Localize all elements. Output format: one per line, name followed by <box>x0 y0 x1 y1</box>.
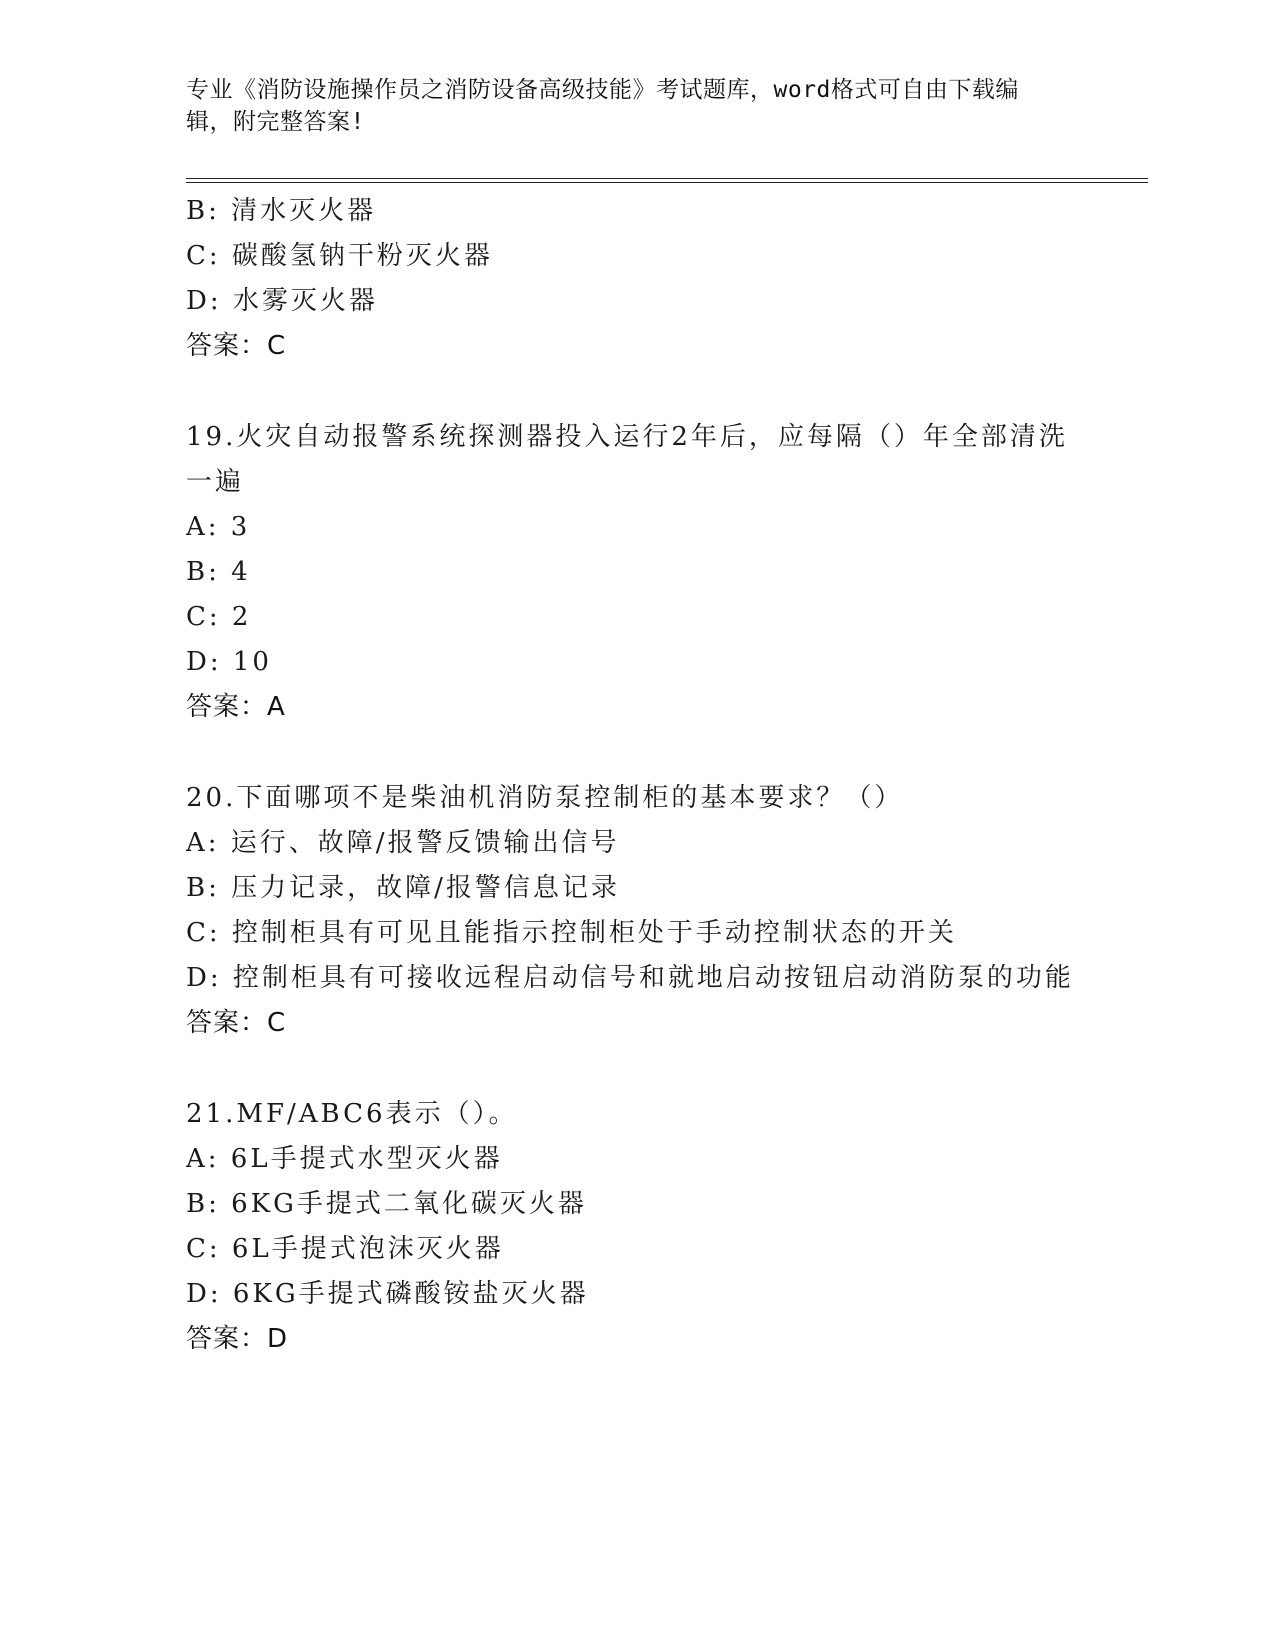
question-21 <box>186 1092 1148 1362</box>
header-line-2: 辑，附完整答案! <box>186 109 365 135</box>
header-divider-top <box>186 178 1148 179</box>
question-title: 21.MF/ABC6表示（）。 <box>186 1099 518 1129</box>
option-d: D: 水雾灭火器 <box>186 286 378 316</box>
question-title-continued: 一遍 <box>186 467 245 497</box>
question-continued <box>186 189 1148 369</box>
option-d: D: 控制柜具有可接收远程启动信号和就地启动按钮启动消防泵的功能 <box>186 963 1074 993</box>
answer-label: 答案：A <box>186 692 286 722</box>
option-a: A: 6L手提式水型灭火器 <box>186 1144 503 1174</box>
option-b: B: 6KG手提式二氧化碳灭火器 <box>186 1189 587 1219</box>
option-c: C: 控制柜具有可见且能指示控制柜处于手动控制状态的开关 <box>186 918 957 948</box>
question-title: 20.下面哪项不是柴油机消防泵控制柜的基本要求？（） <box>186 783 904 813</box>
option-d: D: 6KG手提式磷酸铵盐灭火器 <box>186 1279 589 1309</box>
question-title: 19.火灾自动报警系统探测器投入运行2年后，应每隔（）年全部清洗 <box>186 422 1068 452</box>
option-a: A: 运行、故障/报警反馈输出信号 <box>186 828 620 858</box>
question-gap <box>186 369 1148 415</box>
header-divider-bottom <box>186 182 1148 183</box>
question-19 <box>186 415 1148 730</box>
option-d: D: 10 <box>186 647 272 677</box>
option-b: B: 4 <box>186 557 251 587</box>
option-c: C: 2 <box>186 602 252 632</box>
option-a: A: 3 <box>186 512 251 542</box>
question-list <box>186 189 1148 1362</box>
option-b: B: 压力记录，故障/报警信息记录 <box>186 873 620 903</box>
answer-label: 答案：C <box>186 1008 287 1038</box>
answer-label: 答案：D <box>186 1324 289 1354</box>
question-gap <box>186 1046 1148 1092</box>
question-gap <box>186 730 1148 776</box>
answer-label: 答案：C <box>186 331 287 361</box>
question-20 <box>186 776 1148 1046</box>
option-c: C: 6L手提式泡沫灭火器 <box>186 1234 504 1264</box>
document-header <box>186 74 1086 138</box>
option-c: C: 碳酸氢钠干粉灭火器 <box>186 241 493 271</box>
header-line-1: 专业《消防设施操作员之消防设备高级技能》考试题库，word格式可自由下载编 <box>186 77 1019 103</box>
option-b: B: 清水灭火器 <box>186 196 377 226</box>
